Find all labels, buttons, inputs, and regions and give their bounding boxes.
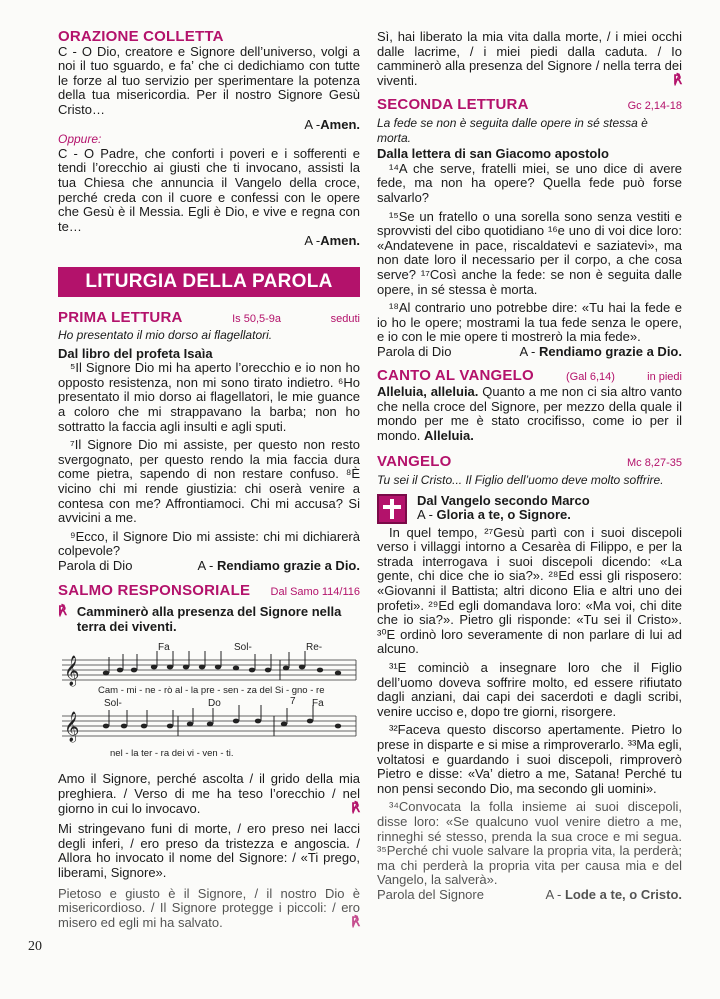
vangelo-p1: In quel tempo, ²⁷Gesù partì con i suoi discepoli verso i villaggi intorno a Cesarèa di Filippo, e per la strada interrogava i suoi discepoli dicendo: «La gente, chi dice che io sia?». ²⁸Ed essi gli risposero: «Giovanni il Battista; altri dicono Elia e altri uno dei profeti». ²⁹Ed egli domandava loro: «Ma voi, chi dite che io sia?». Pietro gli risponde: «Tu sei il Cristo». ³⁰E ordinò loro severamente di non parlare di lui ad alcuno.	[377, 524, 682, 657]
closing-lead: A -	[197, 558, 217, 573]
closing-left: Parola di Dio	[377, 343, 452, 359]
treble-clef-icon: 𝄞	[64, 656, 80, 687]
vangelo-p2: ³¹E cominciò a insegnare loro che il Figlio dell’uomo doveva soffrire molto, ed essere rifiutato dagli anziani, dai capi dei sacerdoti e dagli scribi, venire ucciso e, dopo tre giorni, risorgere.	[377, 659, 682, 719]
canto-body: Quanto a me non ci sia altro vanto che nella croce del Signore, per mezzo della quale il mondo per me è stato crocifisso, come io per il mondo.	[377, 384, 682, 443]
seconda-lettura-p3: ¹⁸Al contrario uno potrebbe dire: «Tu hai la fede e io ho le opere; mostrami la tua fede senza le opere, e io con le mie opere ti mostrerò la mia fede».	[377, 300, 682, 345]
closing-right	[197, 559, 360, 574]
seconda-lettura-closing	[377, 345, 682, 360]
prima-lettura-heading: PRIMA LETTURA	[58, 308, 183, 326]
salmo-refrain	[58, 605, 360, 634]
canto-header	[377, 369, 682, 385]
prima-lettura-posture: seduti	[330, 312, 360, 325]
page-number: 20	[28, 939, 42, 954]
seconda-lettura-heading: SECONDA LETTURA	[377, 96, 529, 114]
oppure-label: Oppure:	[58, 132, 102, 147]
seconda-lettura-p2: ¹⁵Se un fratello o una sorella sono senza vestiti e sprovvisti del cibo quotidiano ¹⁶e uno di voi dice loro: «Andatevene in pace, riscaldatevi e saziatevi», ma non date loro il necessario per il corpo, a che cosa serve? ¹⁷Così anche la fede: se non è seguita dalle opere, in sé stessa è morta.	[377, 208, 682, 297]
closing-lead: A -	[519, 343, 539, 359]
salmo-verse-1	[58, 772, 360, 816]
closing-bold: Lode a te, o Cristo.	[564, 886, 682, 902]
vangelo-subtitle: Tu sei il Cristo... Il Figlio dell’uomo deve molto soffrire.	[377, 473, 664, 488]
response-symbol-icon: ℟	[58, 604, 67, 620]
chord-label: Fa	[158, 642, 170, 654]
canto-posture: in piedi	[647, 371, 682, 384]
prima-lettura-p2: ⁷Il Signore Dio mi assiste, per questo non resto svergognato, per questo rendo la mia faccia dura come pietra, sapendo di non restare confuso. ⁸È vicino chi mi rende giustizia: chi oserà venire a contesa con me? Affrontiamoci. Chi mi accusa? Si avvicini a me.	[58, 437, 360, 526]
colletta-prayer-1: C - O Dio, creatore e Signore dell’universo, volgi a noi il tuo sguardo, e fa’ che ci dedichiamo con tutte le forze al tuo servizio per sperimentare la potenza della tua misericordia. Per il nostro Signore Gesù Cristo…	[58, 43, 360, 117]
staff-lyrics-2: nel - la ter - ra dei vi - ven - ti.	[110, 748, 234, 760]
salmo-header	[58, 581, 360, 600]
salmo-refrain-text: Camminerò alla presenza del Signore nella terra dei viventi.	[76, 604, 342, 634]
salmo-verse-4	[377, 30, 682, 88]
acclamation-bold: Gloria a te, o Signore.	[436, 507, 571, 523]
salmo-verse-4-text: Sì, hai liberato la mia vita dalla morte, / i miei occhi dalle lacrime, / i miei piedi dalla caduta. / Io camminerò alla presenza del Signore / nella terra dei viventi.	[377, 29, 682, 88]
salmo-verse-3-text: Pietoso e giusto è il Signore, / il nostro Dio è misericordioso. / Il Signore protegge i piccoli: / ero misero ed egli mi ha salvato.	[58, 885, 360, 930]
salmo-verse-2: Mi stringevano funi di morte, / ero preso nei lacci degli inferi, / ero preso da tristezza e angoscia. / Allora ho invocato il nome del Signore: / «Ti prego, liberami, Signore».	[58, 821, 360, 880]
canto-alleluia: Alleluia, alleluia.	[377, 384, 479, 400]
seconda-lettura-subtitle: La fede se non è seguita dalle opere in sé stessa è morta.	[377, 115, 648, 145]
music-staff-svg	[58, 640, 360, 762]
response-lead: A -	[304, 116, 321, 132]
closing-lead: A -	[545, 886, 565, 902]
chord-label: Fa	[312, 698, 324, 710]
treble-clef-icon: 𝄞	[64, 712, 80, 743]
left-column	[58, 30, 360, 930]
acclamation-lead: A -	[417, 507, 437, 523]
response-amen: Amen.	[320, 116, 360, 132]
canto-text	[377, 385, 682, 443]
colletta-response-2	[58, 234, 360, 249]
vangelo-heading: VANGELO	[377, 453, 452, 471]
prima-lettura-ref: Is 50,5-9a	[232, 312, 282, 325]
canto-ref: (Gal 6,14)	[566, 371, 615, 384]
colletta-prayer-2: C - O Padre, che conforti i poveri e i sofferenti e tendi l’orecchio ai giusti che ti invocano, assisti la tua Chiesa che annuncia il Vangelo della croce, perché creda con il cuore e confessi con le opere che Gesù è il Messia. Egli è Dio, e vive e regna con te…	[58, 145, 360, 234]
vangelo-intro	[377, 494, 682, 524]
closing-right	[545, 888, 682, 903]
seconda-lettura-p1: ¹⁴A che serve, fratelli miei, se uno dice di avere fede, ma non ha opere? Quella fede può forse salvarlo?	[377, 160, 682, 205]
vangelo-ref: Mc 8,27-35	[626, 457, 682, 470]
chord-label: Do	[208, 698, 221, 710]
vangelo-p3: ³²Faceva questo discorso apertamente. Pietro lo prese in disparte e si mise a rimproverarlo. ³³Ma egli, voltatosi e guardando i suoi discepoli, rimproverò Pietro e disse: «Va’ dietro a me, Satana! Perché tu non pensi secondo Dio, ma secondo gli uomini».	[377, 722, 682, 796]
closing-right	[519, 345, 682, 360]
vangelo-acclamation	[417, 508, 590, 523]
chord-label: 7	[290, 696, 296, 708]
vangelo-intro-text	[417, 494, 590, 523]
chord-label: Re-	[306, 642, 323, 654]
colletta-heading: ORAZIONE COLLETTA	[58, 28, 224, 45]
prima-lettura-subtitle: Ho presentato il mio dorso ai flagellatori.	[58, 328, 273, 343]
vangelo-source: Dal Vangelo secondo Marco	[417, 492, 590, 508]
response-symbol-icon: ℟	[351, 800, 360, 816]
response-amen: Amen.	[320, 233, 360, 249]
salmo-verse-3	[58, 887, 360, 931]
response-symbol-icon: ℟	[351, 914, 360, 930]
prima-lettura-header	[58, 308, 360, 327]
vangelo-p4: ³⁴Convocata la folla insieme ai suoi discepoli, disse loro: «Se qualcuno vuol venire dietro a me, rinneghi sé stesso, prenda la sua croce e mi segua. ³⁵Perché chi vuole salvare la propria vita, la perderà; ma chi perderà la propria vita per causa mia e del Vangelo, la salverà».	[377, 799, 682, 888]
prima-lettura-p3: ⁹Ecco, il Signore Dio mi assiste: chi mi dichiarerà colpevole?	[58, 528, 360, 559]
colletta-response-1	[58, 118, 360, 133]
gospel-cross-icon	[377, 494, 407, 524]
salmo-heading: SALMO RESPONSORIALE	[58, 581, 251, 599]
chord-label: Sol-	[104, 698, 122, 710]
response-symbol-icon: ℟	[673, 72, 682, 88]
chord-label: Sol-	[234, 642, 252, 654]
closing-bold: Rendiamo grazie a Dio.	[538, 343, 682, 359]
prima-lettura-closing	[58, 559, 360, 574]
salmo-verse-1-text: Amo il Signore, perché ascolta / il grido della mia preghiera. / Verso di me ha teso l’orecchio / nel giorno in cui lo invocavo.	[58, 771, 360, 816]
vangelo-closing	[377, 888, 682, 903]
closing-left: Parola di Dio	[58, 558, 133, 573]
canto-heading: CANTO AL VANGELO	[377, 367, 534, 385]
staff-lyrics-1: Cam - mi - ne - rò al - la pre - sen - za del Si - gno - re	[98, 685, 325, 697]
response-lead: A -	[304, 233, 321, 249]
seconda-lettura-header	[377, 98, 682, 114]
canto-alleluia-end: Alleluia.	[423, 427, 474, 443]
closing-bold: Rendiamo grazie a Dio.	[216, 558, 360, 573]
liturgia-banner: LITURGIA DELLA PAROLA	[58, 267, 360, 297]
salmo-ref: Dal Samo 114/116	[270, 585, 360, 598]
right-column	[377, 30, 682, 902]
prima-lettura-p1: ⁵Il Signore Dio mi ha aperto l’orecchio e io non ho opposto resistenza, non mi sono tirato indietro. ⁶Ho presentato il mio dorso ai flagellatori, le mie guance a coloro che mi strappavano la barba; non ho sottratto la faccia agli insulti e agli sputi.	[58, 360, 360, 434]
vangelo-header	[377, 455, 682, 471]
closing-left: Parola del Signore	[377, 886, 484, 902]
seconda-lettura-ref: Gc 2,14-18	[627, 100, 682, 113]
music-staff	[58, 640, 360, 762]
seconda-lettura-source: Dalla lettera di san Giacomo apostolo	[377, 146, 609, 162]
prima-lettura-source: Dal libro del profeta Isaìa	[58, 345, 213, 361]
